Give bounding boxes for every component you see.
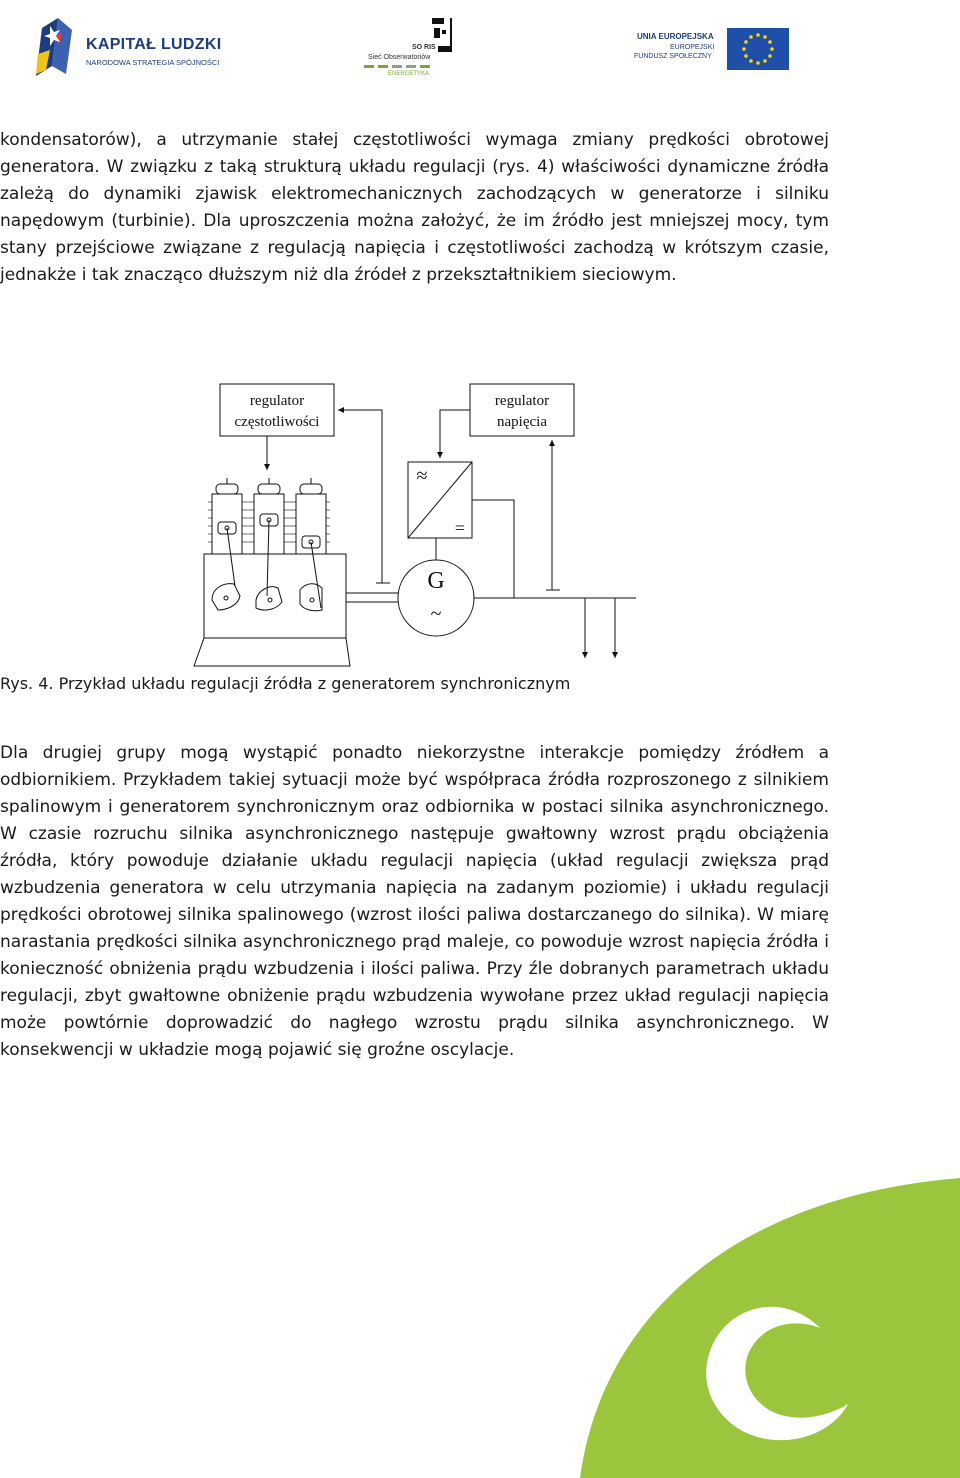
paragraph-interactions: Dla drugiej grupy mogą wystąpić ponadto niekorzystne interakcje pomiędzy źródłem a odbiornikiem. Przykładem takiej sytuacji może być współpraca źródła rozproszonego z silnikiem spalinowym i generatorem synchronicznym oraz odbiornika w postaci silnika asynchronicznego. W czasie rozruchu silnika asynchronicznego następuje gwałtowny wzrost prądu obciążenia źródła, który powoduje działanie układu regulacji napięcia (układ regulacji zwiększa prąd wzbudzenia generatora w celu utrzymania napięcia na zadanym poziomie) i układu regulacji prędkości obrotowej silnika spalinowego (wzrost ilości paliwa dostarczanego do silnika). W miarę narastania prędkości silnika asynchronicznego prąd maleje, co powoduje wzrost napięcia źródła i konieczność obniżenia prądu wzbudzenia i ilości paliwa. Przy źle dobranych parametrach układu regulacji, zbyt gwałtowne obniżenie prądu wzbudzenia wywołane przez układ regulacji napięcia może powtórnie doprowadzić do nagłego wzrostu prądu silnika asynchronicznego. W konsekwencji w układzie mogą pojawić się groźne oscylacje.	[0, 743, 829, 1060]
converter-ac-symbol: ≈	[416, 465, 428, 487]
volt-regulator-line2: napięcia	[497, 414, 547, 430]
soris-subtitle: Sieć Obserwatoriów	[368, 54, 431, 61]
decorative-green-swirl	[580, 1178, 960, 1478]
converter-supply-line	[472, 500, 514, 598]
kapital-ludzki-subtitle: NARODOWA STRATEGIA SPÓJNOŚCI	[86, 58, 220, 67]
paragraph-intro: kondensatorów), a utrzymanie stałej częstotliwości wymaga zmiany prędkości obrotowej generatora. W związku z taką strukturą układu regulacji (rys. 4) właściwości dynamiczne źródła zależą do dynamiki zjawisk elektromechanicznych zachodzących w generatorze i silniku napędowym (turbinie). Dla uproszczenia można założyć, że im źródło jest mniejszej mocy, tym stany przejściowe związane z regulacją napięcia i częstotliwości zachodzą w krótszym czasie, jednakże i tak znacząco dłuższym niż dla źródeł z przekształtnikiem sieciowym.	[0, 130, 829, 285]
kapital-ludzki-logo	[32, 14, 232, 82]
soris-energetyka: ENERGETYKA	[388, 71, 430, 77]
figure-caption: Rys. 4. Przykład układu regulacji źródła z generatorem synchronicznym	[0, 674, 571, 693]
soris-title: SO RIS	[412, 44, 436, 51]
generator-tilde: ~	[430, 603, 442, 625]
engine-icon	[194, 478, 350, 666]
eu-logo	[634, 26, 794, 74]
eu-fund-line2: FUNDUSZ SPOŁECZNY	[634, 53, 712, 60]
regulation-diagram	[190, 378, 650, 670]
eu-flag-icon	[727, 28, 789, 70]
converter-dc-symbol: =	[454, 518, 466, 538]
page-header	[0, 0, 960, 95]
freq-regulator-line1: regulator	[249, 393, 305, 409]
soris-dashes-icon	[364, 65, 444, 69]
voltage-control-line	[440, 410, 470, 458]
eu-fund-line1: EUROPEJSKI	[670, 44, 715, 51]
eu-title: UNIA EUROPEJSKA	[637, 32, 714, 41]
kapital-ludzki-title: KAPITAŁ LUDZKI	[86, 36, 222, 53]
kapital-ludzki-emblem-icon	[32, 14, 82, 82]
volt-regulator-line1: regulator	[494, 393, 550, 409]
soris-logo	[362, 14, 452, 82]
speed-feedback-line	[338, 410, 382, 583]
freq-regulator-line2: częstotliwości	[234, 414, 320, 430]
generator-letter: G	[427, 568, 445, 594]
soris-mark-icon	[362, 14, 452, 54]
